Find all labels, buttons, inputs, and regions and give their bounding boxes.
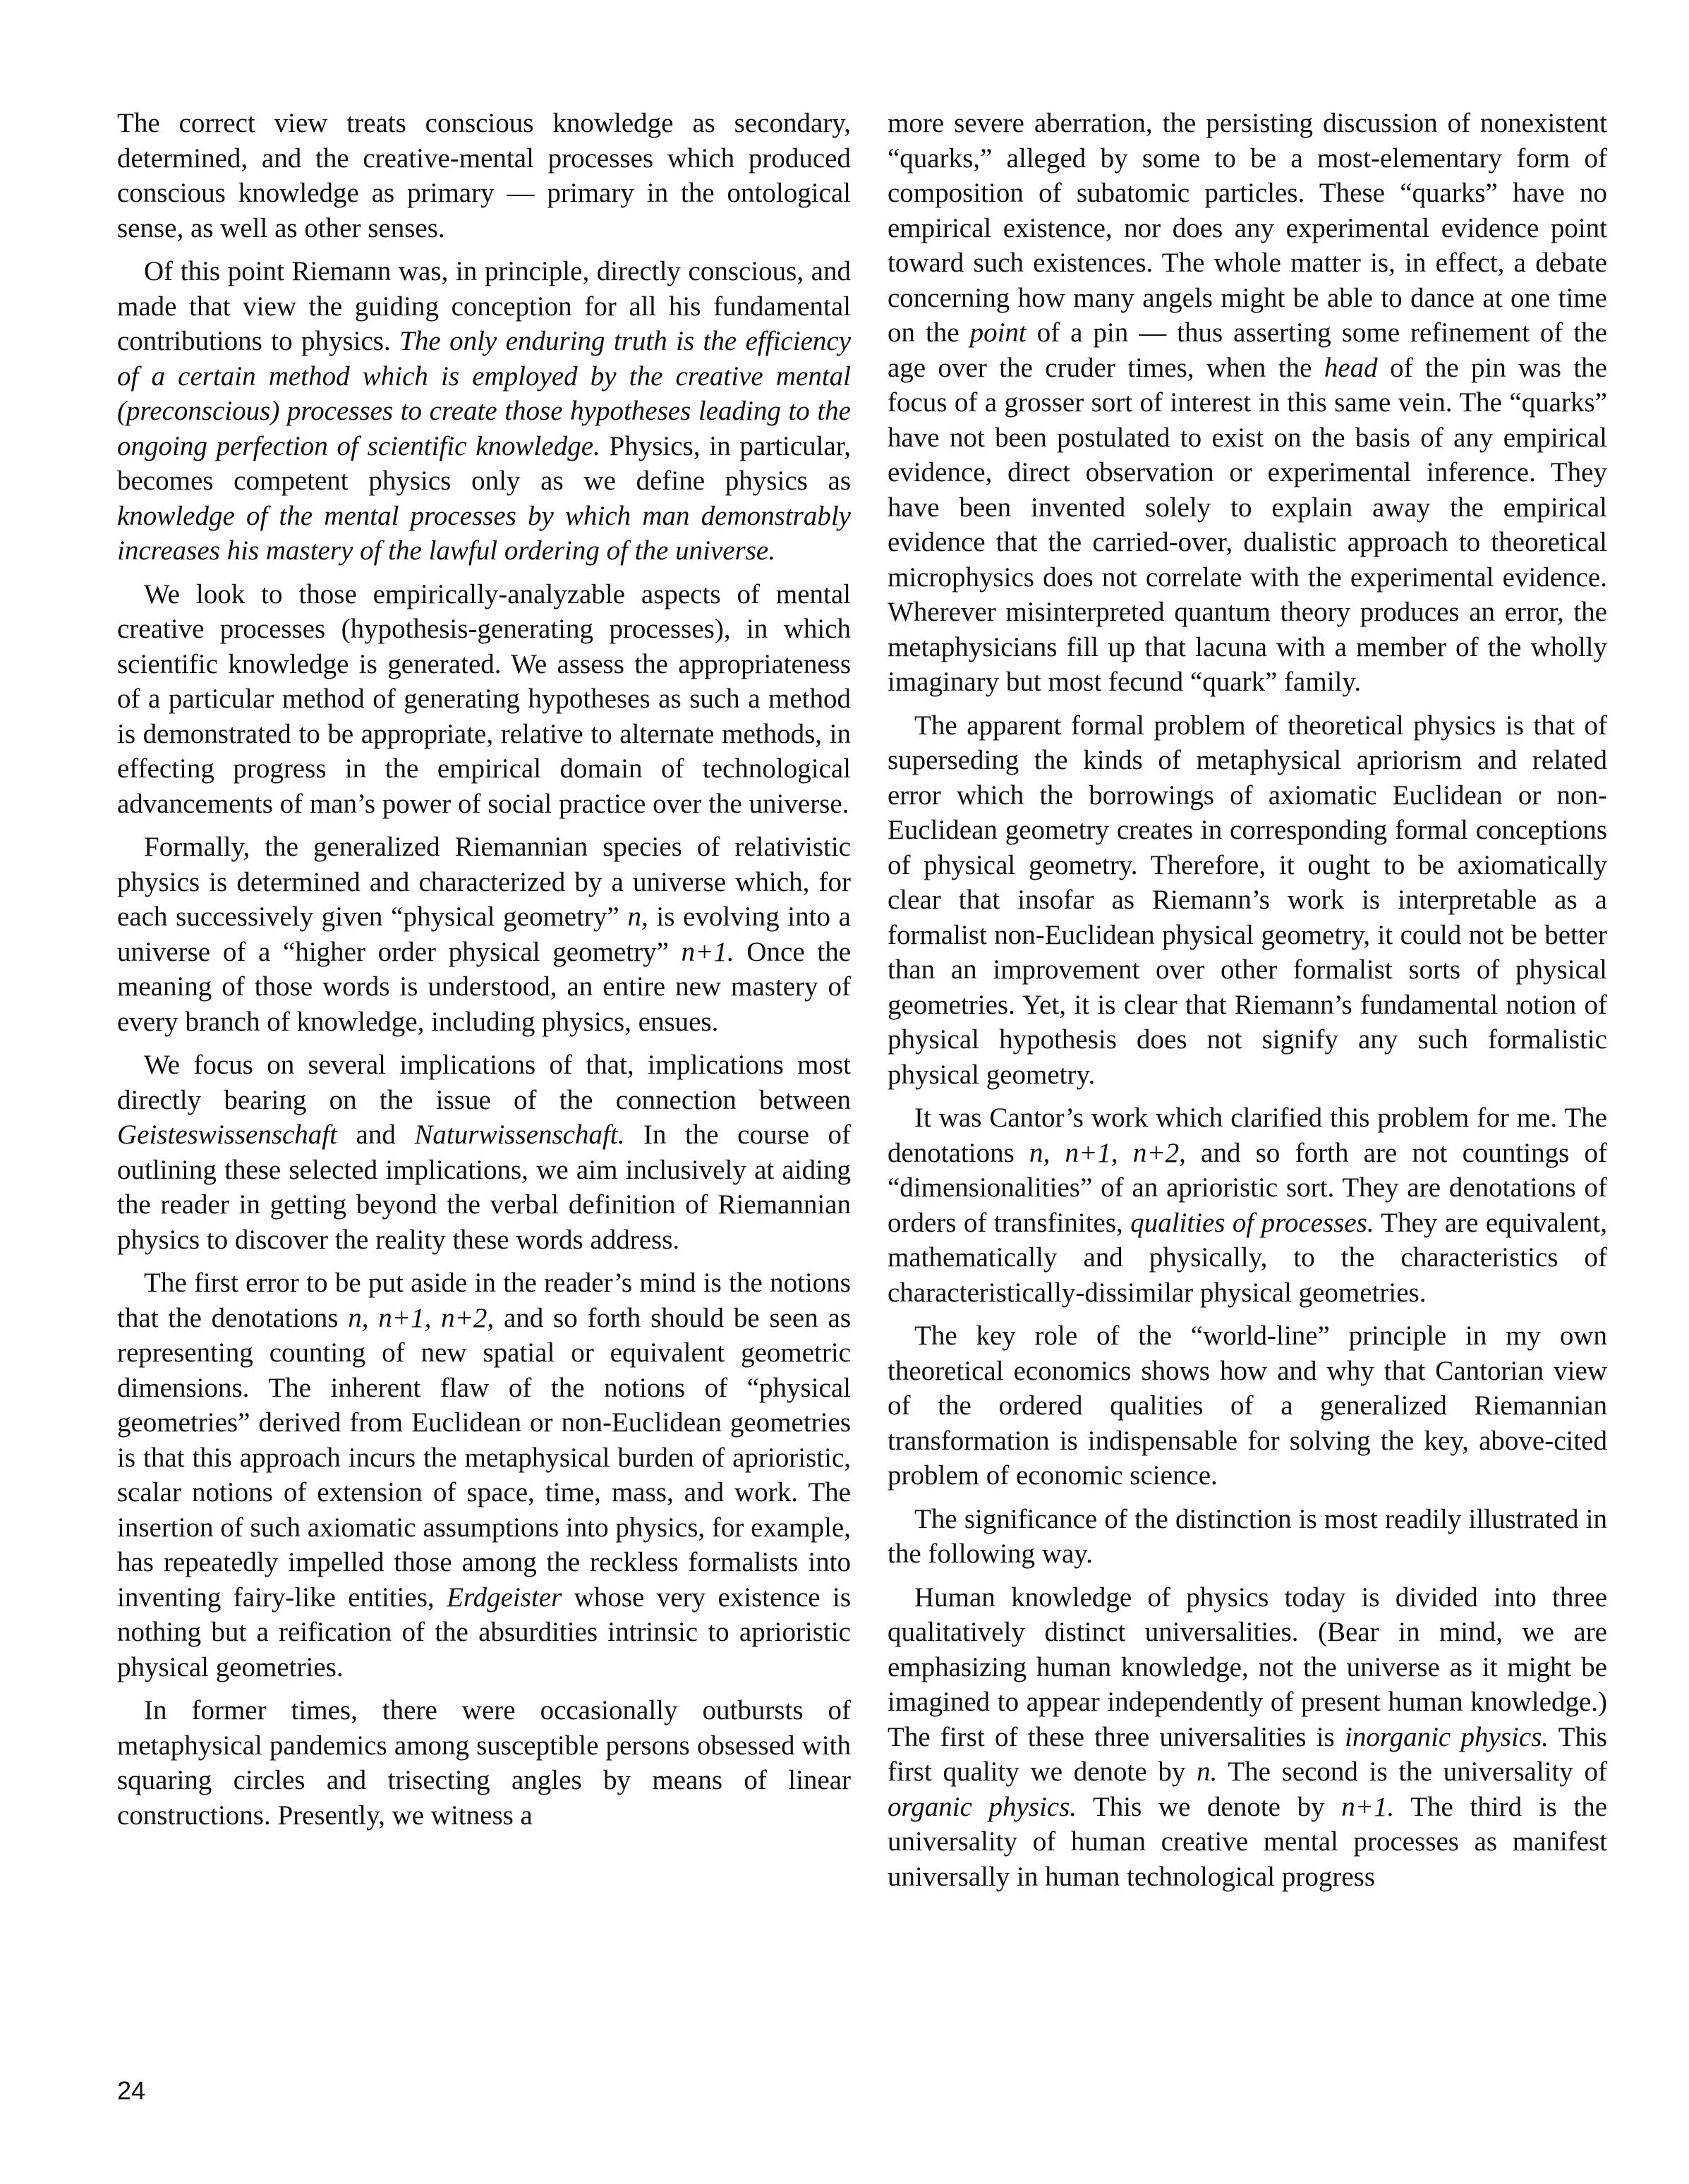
text-run: The first error to be put aside in the reader’s mind is the notions that the denotations [117, 1268, 851, 1333]
italic-text: n+1. [681, 936, 734, 967]
italic-text: Naturwissenschaft. [414, 1120, 625, 1150]
italic-text: n, n+1, n+2, [348, 1302, 495, 1333]
text-run: The significance of the distinction is most readily illustrated in the following way. [888, 1503, 1607, 1569]
paragraph [888, 1502, 1607, 1572]
paragraph [117, 1266, 851, 1685]
text-run: This we denote by [1077, 1791, 1342, 1822]
italic-text: n, [627, 902, 648, 932]
left-text-column [117, 106, 851, 1841]
text-run: is evolving into a universe of a “higher order physical geometry” [117, 902, 851, 967]
paragraph [117, 254, 851, 569]
text-run: We look to those empirically-analyzable aspects of mental creative processes (hypothesis-generating processes), in which scientific knowledge is generated. We assess the appropriateness of a particular method of generating hypotheses as such a method is demonstrated to be appropriate, relative to alternate methods, in effecting progress in the empirical domain of technological advancements of man’s power of social practice over the universe. [117, 578, 851, 819]
text-run: and so forth are not countings of “dimensionalities” of an aprioristic sort. They are denotations of orders of transfinites, [888, 1137, 1607, 1238]
paragraph [888, 1580, 1607, 1895]
page-number: 24 [117, 2076, 146, 2105]
italic-text: knowledge of the mental processes by which man demonstrably increases his mastery of the lawful ordering of the universe. [117, 500, 851, 566]
italic-text: n, n+1, n+2, [1029, 1137, 1186, 1168]
text-run: The apparent formal problem of theoretical physics is that of superseding the kinds of metaphysical apriorism and related error which the borrowings of axiomatic Euclidean or non-Euclidean geometry creates in corresponding formal conceptions of physical geometry. Therefore, it ought to be axiomatically clear that insofar as Riemann’s work is interpretable as a formalist non-Euclidean physical geometry, it could not be better than an improvement over other formalist sorts of physical geometries. Yet, it is clear that Riemann’s fundamental notion of physical hypothesis does not signify any such formalistic physical geometry. [888, 710, 1607, 1090]
text-run: and [337, 1120, 415, 1150]
paragraph [117, 830, 851, 1039]
text-run: The correct view treats conscious knowledge as secondary, determined, and the creative-mental processes which produced conscious knowledge as primary — primary in the ontological sense, as well as other senses. [117, 108, 851, 243]
text-run: Once the meaning of those words is understood, an entire new mastery of every branch of knowledge, including physics, ensues. [117, 936, 851, 1037]
text-run: Human knowledge of physics today is divided into three qualitatively distinct universalities. (Bear in mind, we are emphasizing human knowledge, not the universe as it might be imagined to appear independently of present human knowledge.) The first of these three universalities is [888, 1582, 1607, 1752]
paragraph [888, 708, 1607, 1093]
italic-text: n+1. [1341, 1791, 1395, 1822]
italic-text: qualities of processes. [1130, 1207, 1374, 1238]
text-run: In former times, there were occasionally outbursts of metaphysical pandemics among susceptible persons obsessed with squaring circles and trisecting angles by means of linear constructions. Presently, we witness a [117, 1695, 851, 1831]
text-run: Of this point Riemann was, in principle, directly conscious, and made that view the guiding conception for all his fundamental contributions to physics. [117, 256, 851, 356]
text-run: of the pin was the focus of a grosser sort of interest in this same vein. The “quarks” have not been postulated to exist on the basis of any empirical evidence, direct observation or experimental inference. They have been invented solely to explain away the empirical evidence that the carried-over, dualistic approach to theoretical microphysics does not correlate with the experimental evidence. Wherever misinterpreted quantum theory produces an error, the metaphysicians fill up that lacuna with a member of the wholly imaginary but most fecund “quark” family. [888, 352, 1607, 697]
text-run: more severe aberration, the persisting discussion of nonexistent “quarks,” alleged by some to be a most-elementary form of composition of subatomic particles. These “quarks” have no empirical existence, nor does any experimental evidence point toward such existences. The whole matter is, in effect, a debate concerning how many angels might be able to dance at one time on the [888, 108, 1607, 348]
italic-text: head [1324, 352, 1378, 383]
italic-text: organic physics. [888, 1791, 1077, 1822]
text-run: The second is the universality of [1217, 1757, 1607, 1787]
text-run: We focus on several implications of that, implications most directly bearing on the issue of the connection between [117, 1050, 851, 1115]
text-run: This first quality we denote by [888, 1721, 1607, 1787]
text-run: The third is the universality of human creative mental processes as manifest universally in human technological progress [888, 1791, 1608, 1892]
right-text-column [888, 106, 1607, 1903]
text-run: The key role of the “world-line” principle in my own theoretical economics shows how and why that Cantorian view of the ordered qualities of a generalized Riemannian transformation is indispensable for solving the key, above-cited problem of economic science. [888, 1321, 1607, 1491]
paragraph [888, 1100, 1607, 1310]
text-run: Physics, in particular, becomes competent physics only as we define physics as [117, 430, 851, 496]
text-run: whose very existence is nothing but a reification of the absurdities intrinsic to aprioristic physical geometries. [117, 1582, 851, 1682]
italic-text: The only enduring truth is the efficiency of a certain method which is employed by the creative mental (preconscious) processes to create those hypotheses leading to the ongoing perfection of scientific knowledge. [117, 326, 852, 461]
paragraph [888, 1318, 1607, 1493]
italic-text: Geisteswissenschaft [117, 1120, 337, 1150]
text-run: They are equivalent, mathematically and physically, to the characteristics of characteristically-dissimilar physical geometries. [888, 1207, 1607, 1308]
paragraph [117, 1693, 851, 1833]
text-run: of a pin — thus asserting some refinement of the age over the cruder times, when the [888, 317, 1607, 383]
italic-text: n. [1197, 1757, 1218, 1787]
paragraph [117, 106, 851, 245]
text-run: It was Cantor’s work which clarified this problem for me. The denotations [888, 1103, 1607, 1168]
paragraph [117, 577, 851, 822]
text-run: Formally, the generalized Riemannian species of relativistic physics is determined and characterized by a universe which, for each successively given “physical geometry” [117, 832, 851, 932]
paragraph [888, 106, 1607, 700]
italic-text: point [969, 317, 1027, 348]
text-run: and so forth should be seen as representing counting of new spatial or equivalent geometric dimensions. The inherent flaw of the notions of “physical geometries” derived from Euclidean or non-Euclidean geometries is that this approach incurs the metaphysical burden of aprioristic, scalar notions of extension of space, time, mass, and work. The insertion of such axiomatic assumptions into physics, for example, has repeatedly impelled those among the reckless formalists into inventing fairy-like entities, [117, 1302, 851, 1613]
paragraph [117, 1048, 851, 1257]
italic-text: Erdgeister [447, 1582, 562, 1613]
italic-text: inorganic physics. [1345, 1721, 1549, 1752]
text-run: In the course of outlining these selected implications, we aim inclusively at aiding the reader in getting beyond the verbal definition of Riemannian physics to discover the reality these words address. [117, 1120, 852, 1255]
